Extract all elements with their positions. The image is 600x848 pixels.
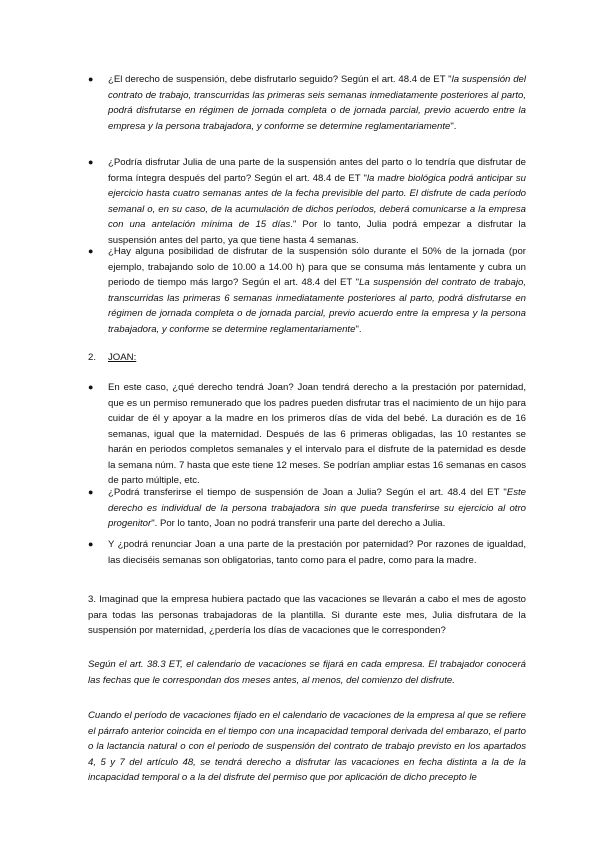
bullet-text: ¿Podrá transferirse el tiempo de suspensión de Joan a Julia? Según el art. 48.4 del ET "Este derecho es individual de la persona trabajadora sin que pueda transferirse su ejercicio al otro progenitor". Por lo tanto, Joan no podrá transferir una parte del derecho a Julia. [108, 487, 526, 529]
bullet-icon: ● [88, 74, 94, 84]
section-heading-joan [88, 350, 136, 366]
bullet-text: ¿Hay alguna posibilidad de disfrutar de la suspensión sólo durante el 50% de la jornada (por ejemplo, trabajando solo de 10.00 a 14.00 h) para que se consuma más lentamente y cubra un periodo de tiempo más largo? Según el art. 48.4 del ET "La suspensión del contrato de trabajo, transcurridas las primeras 6 semanas inmediatamente posteriores al parto, podrá disfrutarse en régimen de jornada completa o de jornada parcial, previo acuerdo entre la empresa y la persona trabajadora, y conforme se determine reglamentariamente". [108, 246, 526, 335]
bullet-icon: ● [88, 246, 94, 256]
bullet-item-joan-2 [88, 485, 526, 532]
bullet-item-joan-1 [88, 380, 526, 489]
bullet-icon: ● [88, 382, 94, 392]
question-3: 3. Imaginad que la empresa hubiera pactado que las vacaciones se llevarán a cabo el mes de agosto para todas las personas trabajadoras de la plantilla. Si durante este mes, Julia disfrutara de la suspensión por maternidad, ¿perdería los días de vacaciones que le corresponden? [88, 594, 526, 636]
section-number: 2. [88, 352, 97, 363]
bullet-item-julia-1 [88, 72, 526, 134]
answer-3-paragraph-1: Según el art. 38.3 ET, el calendario de vacaciones se fijará en cada empresa. El trabajador conocerá las fechas que le correspondan dos meses antes, al menos, del comienzo del disfrute. [88, 659, 526, 686]
bullet-text: En este caso, ¿qué derecho tendrá Joan? Joan tendrá derecho a la prestación por paternidad, que es un permiso remunerado que los padres pueden disfrutar tras el nacimiento de un hijo para cuidar de él y apoyar a la madre en los primeros días de vida del bebé. La duración es de 16 semanas, igual que la maternidad. Después de las 6 primeras obligadas, las 10 restantes se harán en periodos completos semanales y el intervalo para el disfrute de la paternidad es desde la semana núm. 7 hasta que este tiene 12 meses. Se podrían ampliar estas 16 semanas en casos de parto múltiple, etc. [108, 382, 526, 486]
bullet-item-joan-3 [88, 537, 526, 568]
bullet-text: ¿Podría disfrutar Julia de una parte de la suspensión antes del parto o lo tendría que disfrutar de forma íntegra después del parto? Según el art. 48.4 de ET "la madre biológica podrá anticipar su ejercicio hasta cuatro semanas antes de la fecha previsible del parto. El disfrute de cada período semanal o, en su caso, de la acumulación de dichos períodos, deberá comunicarse a la empresa con una antelación mínima de 15 días." Por lo tanto, Julia podrá empezar a disfrutar la suspensión antes del parto, ya que tiene hasta 4 semanas. [108, 157, 526, 246]
section-label: JOAN: [108, 352, 137, 363]
bullet-item-julia-2 [88, 155, 526, 248]
bullet-icon: ● [88, 539, 94, 549]
bullet-text: Y ¿podrá renunciar Joan a una parte de la prestación por paternidad? Por razones de igualdad, las dieciséis semanas son obligatorias, tanto como para el padre, como para la madre. [108, 539, 526, 566]
bullet-icon: ● [88, 487, 94, 497]
bullet-item-julia-3 [88, 244, 526, 337]
bullet-icon: ● [88, 157, 94, 167]
bullet-text: ¿El derecho de suspensión, debe disfrutarlo seguido? Según el art. 48.4 de ET "la suspensión del contrato de trabajo, transcurridas las primeras seis semanas inmediatamente posteriores al parto, podrá disfrutarse en régimen de jornada completa o de jornada parcial, previo acuerdo entre la empresa y la persona trabajadora, y conforme se determine reglamentariamente". [108, 74, 526, 132]
answer-3-paragraph-2: Cuando el período de vacaciones fijado en el calendario de vacaciones de la empresa al que se refiere el párrafo anterior coincida en el tiempo con una incapacidad temporal derivada del embarazo, el parto o la lactancia natural o con el periodo de suspensión del contrato de trabajo previsto en los apartados 4, 5 y 7 del artículo 48, se tendrá derecho a disfrutar las vacaciones en fecha distinta a la de la incapacidad temporal o a la del disfrute del permiso que por aplicación de dicho precepto le [88, 710, 526, 783]
